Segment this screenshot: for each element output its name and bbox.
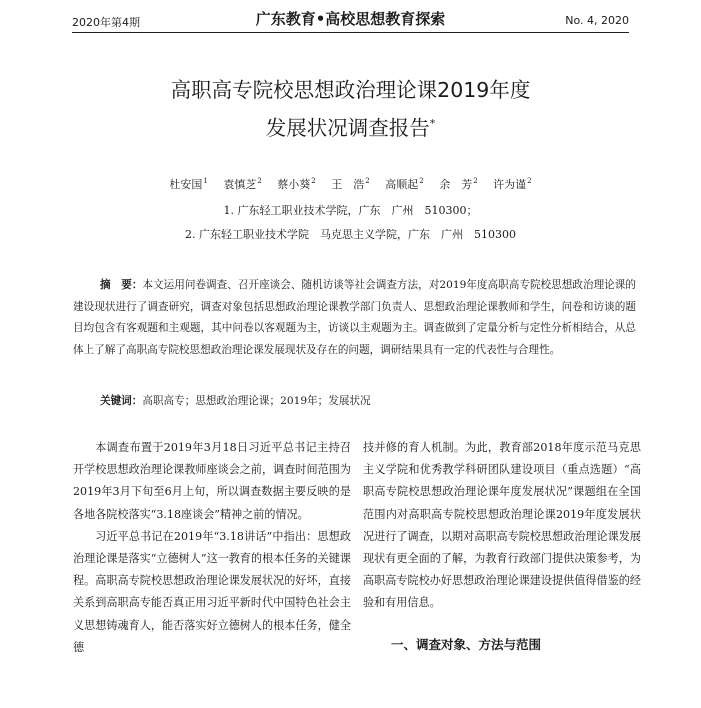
abstract-label: 摘 要： xyxy=(100,279,143,291)
author-affiliation-mark: 2 xyxy=(473,177,478,186)
issue-label: 2020年第4期 xyxy=(72,16,140,29)
author xyxy=(439,178,477,191)
keywords-text: 高职高专；思想政治理论课；2019年；发展状况 xyxy=(142,395,371,407)
author xyxy=(169,178,207,191)
author-affiliation-mark: 1 xyxy=(203,177,208,186)
author-name: 杜安国 xyxy=(169,178,203,191)
author-affiliation-mark: 2 xyxy=(311,177,316,186)
author xyxy=(331,178,369,191)
journal-name: 广东教育•高校思想教育探索 xyxy=(255,10,446,28)
abstract-text: 本文运用问卷调查、召开座谈会、随机访谈等社会调查方法，对2019年度高职高专院校思想政治理论课的建设现状进行了调查研究，调查对象包括思想政治理论课教学部门负责人、思想政治理论课教师和学生，问卷和访谈的题目均包含有客观题和主观题，其中问卷以客观题为主，访谈以主观题为主。调查做到了定量分析与定性分析相结合，从总体上了解了高职高专院校思想政治理论课发展现状及存在的问题，调研结果具有一定的代表性与合理性。 xyxy=(73,279,636,356)
title-line-2-text: 发展状况调查报告 xyxy=(265,115,430,140)
author-name: 许为谨 xyxy=(493,178,527,191)
author-list xyxy=(72,176,629,192)
title-line-1: 高职高专院校思想政治理论课2019年度 xyxy=(170,78,531,102)
body-column-left xyxy=(73,437,351,659)
author-affiliation-mark: 2 xyxy=(257,177,262,186)
running-header xyxy=(72,6,629,33)
author xyxy=(223,178,261,191)
title-footnote-mark: * xyxy=(429,117,436,130)
author-name: 袁慎芝 xyxy=(223,178,257,191)
affiliation-2: 2. 广东轻工职业技术学院 马克思主义学院，广东 广州 510300 xyxy=(185,228,516,241)
paper-title xyxy=(72,73,629,145)
author-name: 高顺起 xyxy=(385,178,419,191)
body-paragraph: 习近平总书记在2019年“3.18讲话”中指出：思想政治理论课是落实“立德树人”这一教育的根本任务的关键课程。高职高专院校思想政治理论课发展状况的好坏，直接关系到高职高专能否真正用习近平新时代中国特色社会主义思想铸魂育人，能否落实好立德树人的根本任务，健全德 xyxy=(73,529,351,654)
author xyxy=(277,178,315,191)
abstract xyxy=(73,275,636,361)
author xyxy=(385,178,423,191)
body-paragraph: 本调查布置于2019年3月18日习近平总书记主持召开学校思想政治理论课教师座谈会之前，调查时间范围为2019年3月下旬至6月上旬，所以调查数据主要反映的是各地各院校落实“3.18座谈会”精神之前的情况。 xyxy=(73,441,351,521)
author-name: 蔡小葵 xyxy=(277,178,311,191)
author-affiliation-mark: 2 xyxy=(365,177,370,186)
keywords-label: 关键词： xyxy=(100,395,143,407)
author-name: 王 浩 xyxy=(331,178,365,191)
author xyxy=(493,178,531,191)
section-heading: 一、调查对象、方法与范围 xyxy=(391,636,542,652)
title-line-2 xyxy=(72,107,629,145)
author-affiliation-mark: 2 xyxy=(527,177,532,186)
issue-number: No. 4, 2020 xyxy=(565,14,629,27)
author-affiliation-mark: 2 xyxy=(419,177,424,186)
affiliation-1: 1. 广东轻工职业技术学院，广东 广州 510300； xyxy=(223,204,478,217)
author-name: 余 芳 xyxy=(439,178,473,191)
body-paragraph: 技并修的育人机制。为此，教育部2018年度示范马克思主义学院和优秀教学科研团队建设项目（重点选题）“高职高专院校思想政治理论课年度发展状况”课题组在全国范围内对高职高专院校思想政治理论课2019年度发展状况进行了调查，以期对高职高专院校思想政治理论课发展现状有更全面的了解，为教育行政部门提供决策参考，为高职高专院校办好思想政治理论课建设提供值得借鉴的经验和有用信息。 xyxy=(363,441,641,610)
keywords xyxy=(100,393,636,408)
body-column-right xyxy=(363,437,641,656)
